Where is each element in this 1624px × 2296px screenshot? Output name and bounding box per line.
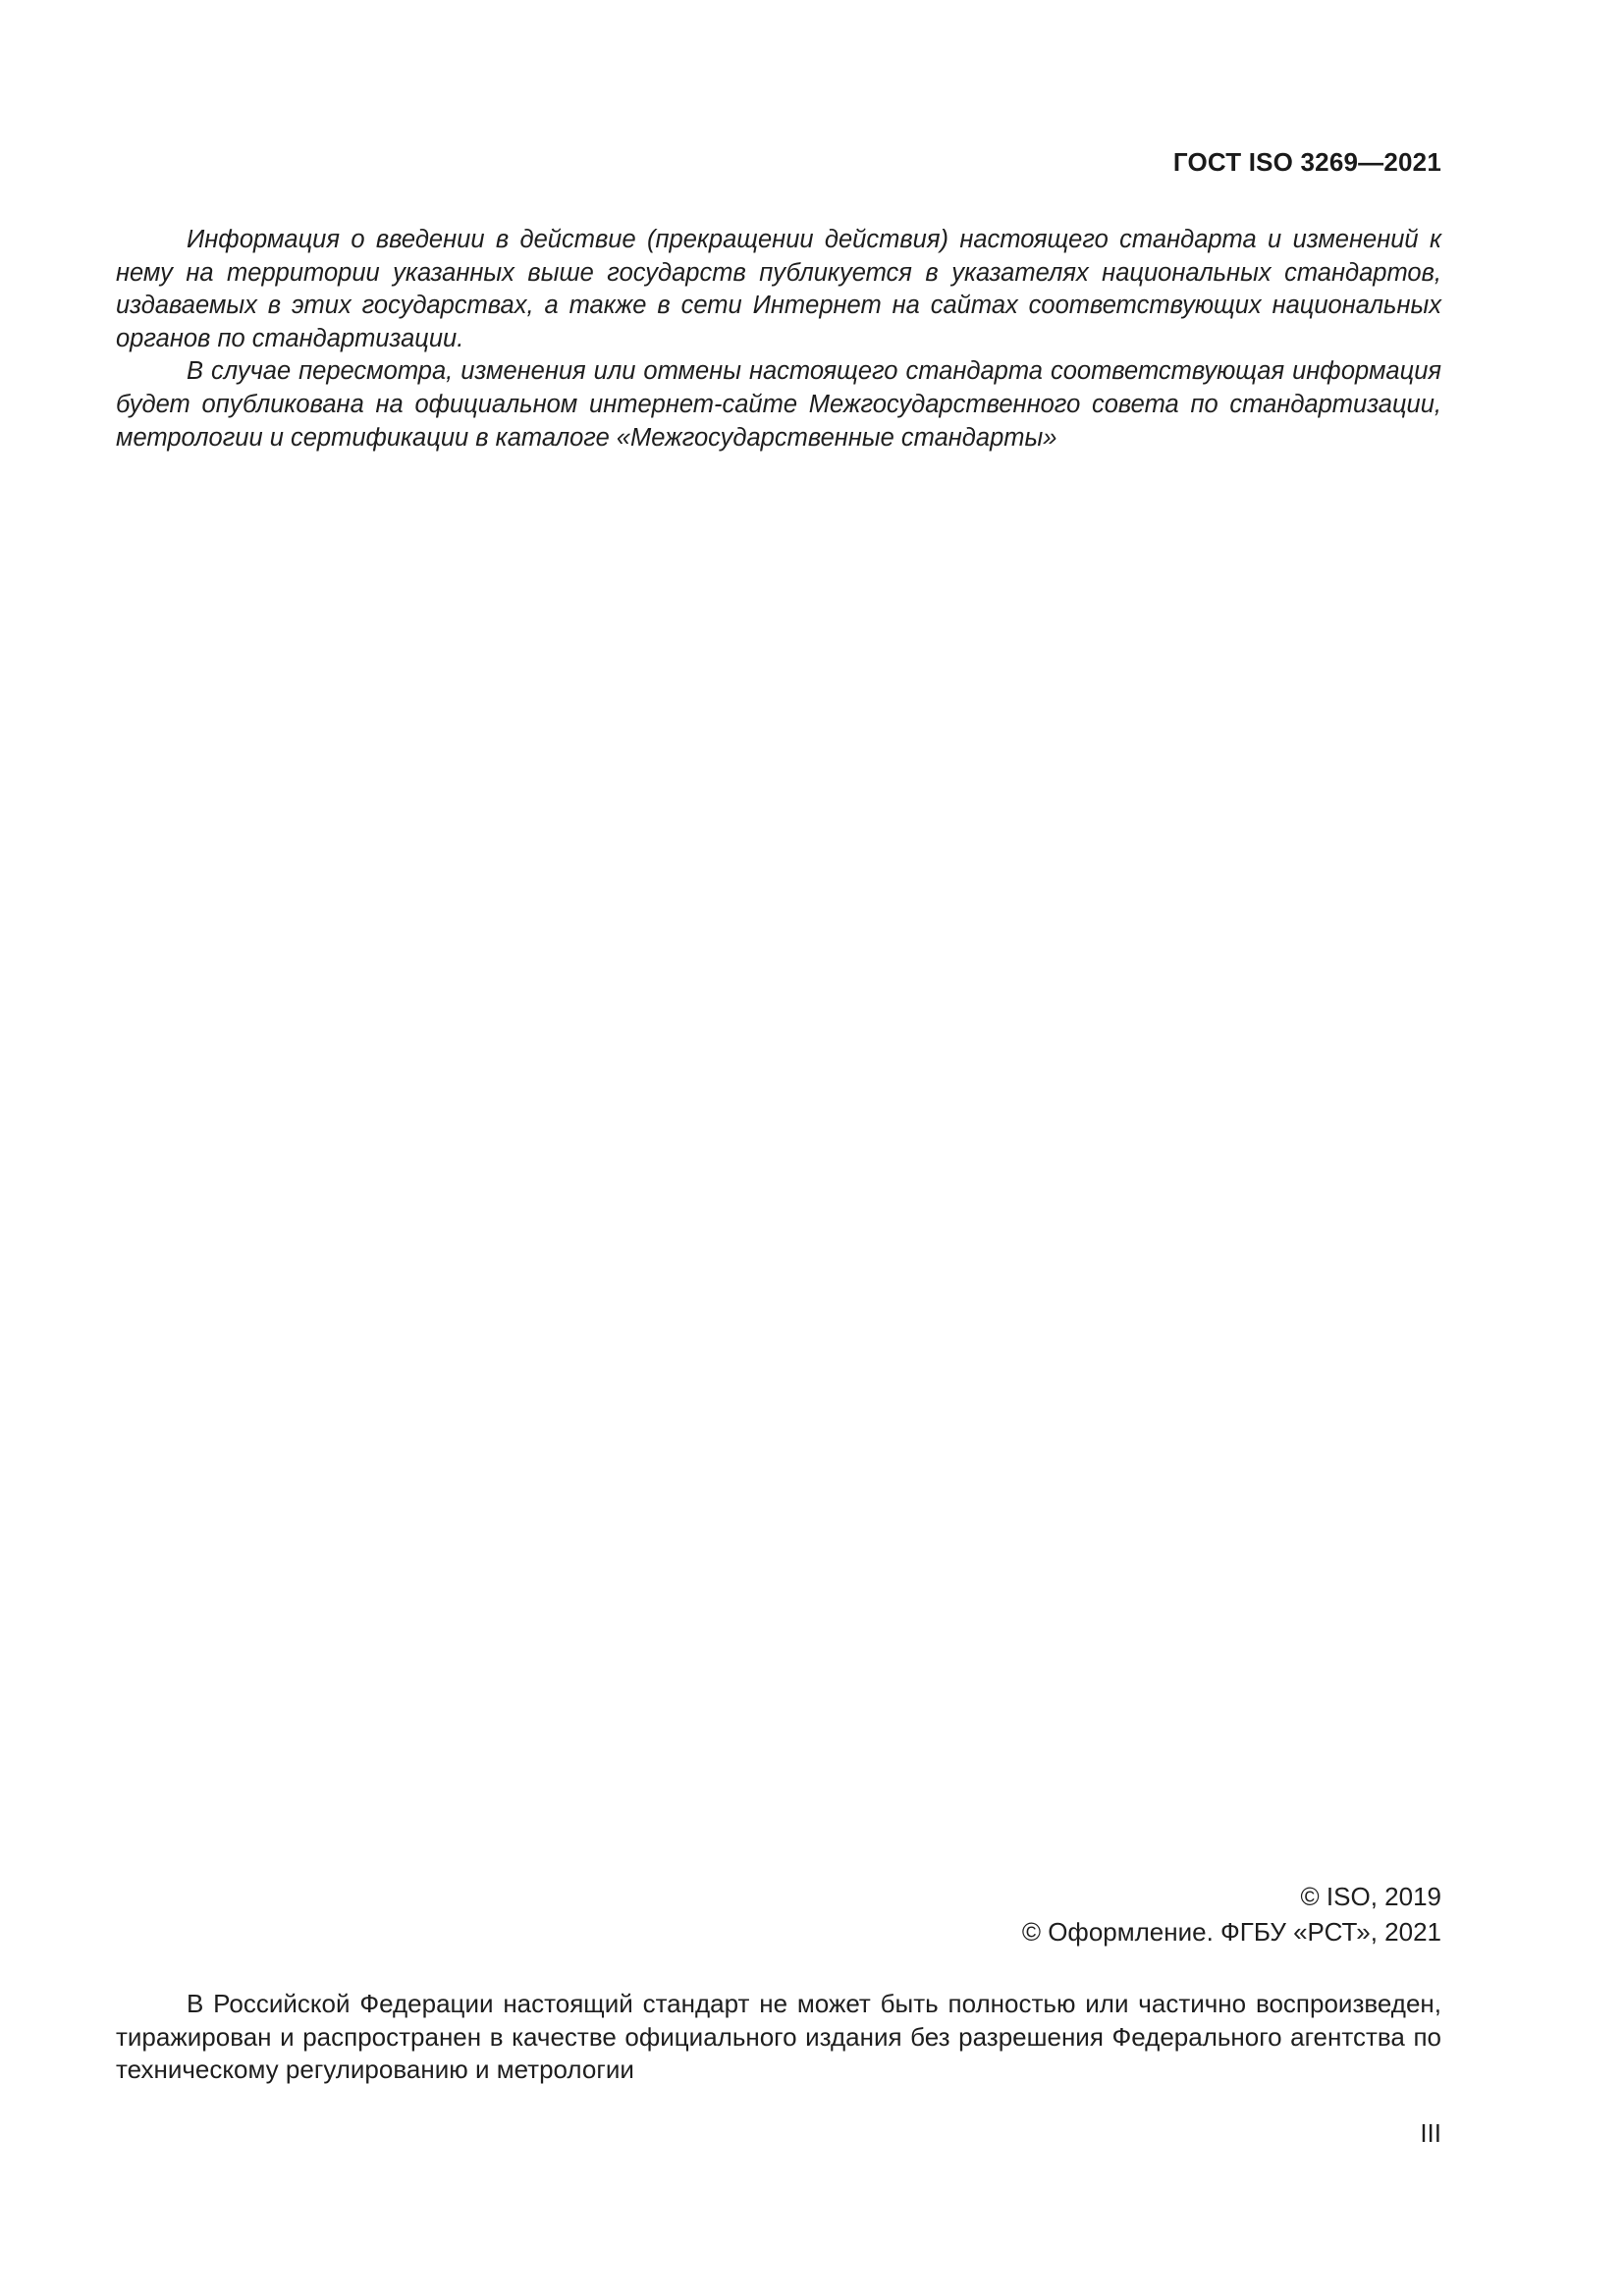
page-number: III <box>1420 2118 1441 2148</box>
info-paragraph-introduction: Информация о введении в действие (прекращении действия) настоящего стандарта и изменений к нему на территории указанных выше государств публикуется в указателях национальных стандартов, издаваемых в этих государствах, а также в сети Интернет на сайтах соответствующих национальных органов по стандартизации. <box>116 226 1441 352</box>
document-code-header: ГОСТ ISO 3269—2021 <box>1172 147 1441 177</box>
publication-info-block <box>116 224 1441 454</box>
info-paragraph-revision: В случае пересмотра, изменения или отмены настоящего стандарта соответствующая информация будет опубликована на официальном интернет-сайте Межгосударственного совета по стандартизации, метрологии и сертификации в каталоге «Межгосударственные стандарты» <box>116 357 1441 452</box>
reproduction-notice: В Российской Федерации настоящий стандарт не может быть полностью или частично воспроизведен, тиражирован и распространен в качестве официального издания без разрешения Федерального агентства по техническому регулированию и метрологии <box>116 1989 1441 2085</box>
copyright-iso: © ISO, 2019 <box>1300 1882 1441 1911</box>
copyright-block <box>1022 1879 1441 1949</box>
copyright-design: © Оформление. ФГБУ «РСТ», 2021 <box>1021 1917 1441 1947</box>
